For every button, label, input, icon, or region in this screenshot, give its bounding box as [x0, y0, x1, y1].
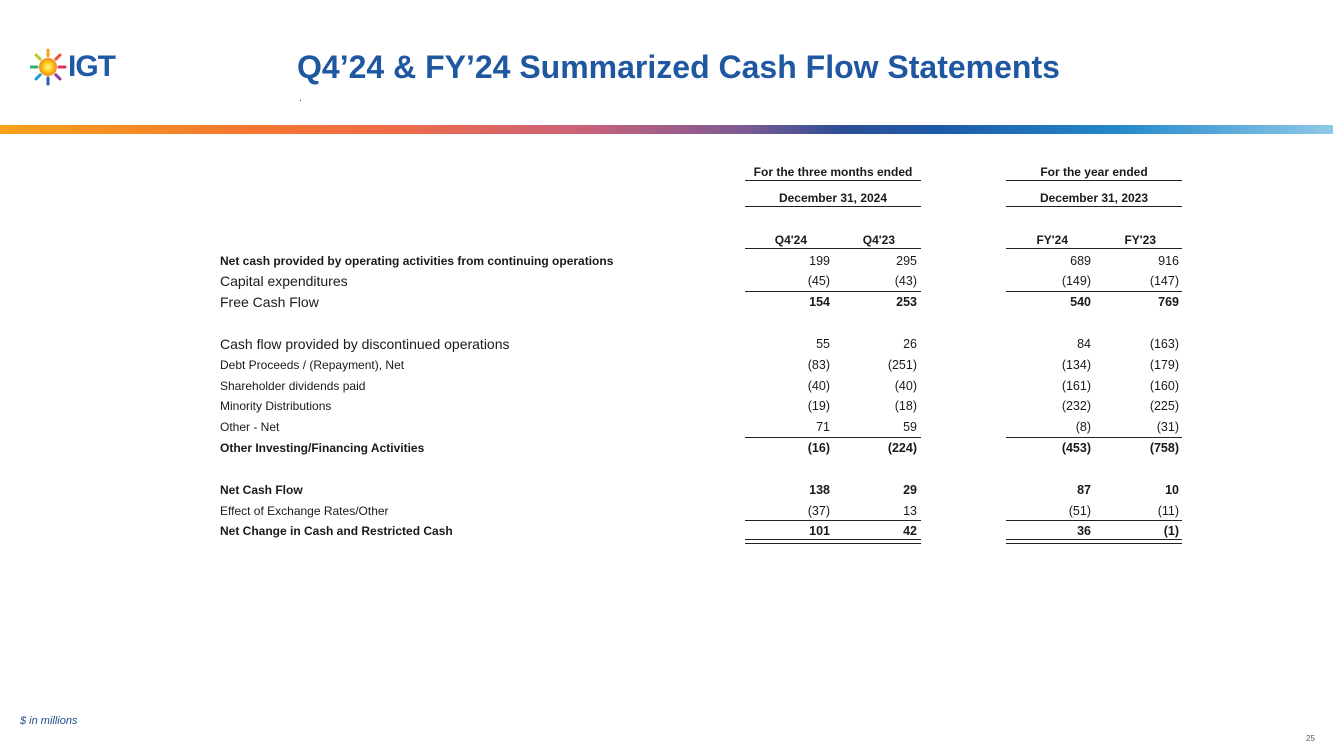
- cell-q4-23: 59: [903, 420, 917, 434]
- col-header-rule-1: [745, 248, 921, 249]
- cell-fy-24: 540: [1070, 295, 1091, 309]
- row-label: Other Investing/Financing Activities: [220, 441, 425, 455]
- cell-fy-23: (163): [1149, 337, 1179, 351]
- page-number: 25: [1306, 734, 1315, 743]
- group1-rule-2: [745, 206, 921, 207]
- cell-fy-23: (160): [1149, 379, 1179, 393]
- cell-fy-24: 84: [1077, 337, 1091, 351]
- row-label: Capital expenditures: [220, 273, 348, 289]
- stray-dot: [300, 100, 301, 101]
- row-label: Shareholder dividends paid: [220, 379, 366, 393]
- table-row: [0, 501, 1333, 521]
- row-label: Free Cash Flow: [220, 294, 319, 310]
- logo-wordmark: IGT: [68, 50, 115, 83]
- cell-q4-23: 29: [903, 483, 917, 497]
- cell-fy-23: (11): [1157, 504, 1179, 518]
- cell-q4-23: (251): [887, 358, 917, 372]
- row-label: Debt Proceeds / (Repayment), Net: [220, 358, 405, 372]
- cell-fy-23: (225): [1149, 399, 1179, 413]
- table-row: [0, 376, 1333, 396]
- cell-q4-23: (40): [894, 379, 917, 393]
- row-label: Net Change in Cash and Restricted Cash: [220, 524, 453, 538]
- gradient-band: [0, 125, 1333, 134]
- cell-fy-24: (149): [1061, 274, 1091, 288]
- cell-fy-24: (232): [1061, 399, 1091, 413]
- table-row: [0, 521, 1333, 541]
- cell-fy-24: (51): [1068, 504, 1091, 518]
- cell-q4-24: (45): [807, 274, 830, 288]
- cell-q4-24: 138: [809, 483, 830, 497]
- row-label: Effect of Exchange Rates/Other: [220, 504, 389, 518]
- cell-fy-23: 10: [1165, 483, 1179, 497]
- units-footnote: $ in millions: [20, 715, 78, 727]
- table-row: [0, 396, 1333, 416]
- cell-fy-24: (453): [1061, 441, 1091, 455]
- group2-header-line1: For the year ended: [1040, 165, 1148, 179]
- cell-fy-23: (1): [1163, 524, 1179, 538]
- cell-q4-23: 295: [896, 254, 917, 268]
- cell-q4-23: 42: [903, 524, 917, 538]
- table-row: [0, 334, 1333, 354]
- table-row: [0, 417, 1333, 437]
- col-header-q4-23: Q4'23: [862, 233, 895, 247]
- table-row: [0, 271, 1333, 291]
- cell-q4-24: 199: [809, 254, 830, 268]
- cell-q4-23: (18): [894, 399, 917, 413]
- cell-q4-24: (83): [807, 358, 830, 372]
- group1-header-line2: December 31, 2024: [778, 191, 888, 205]
- cell-fy-24: (134): [1061, 358, 1091, 372]
- cell-fy-23: (147): [1149, 274, 1179, 288]
- col-header-q4-24: Q4'24: [774, 233, 807, 247]
- page-title: Q4’24 & FY’24 Summarized Cash Flow Statements: [297, 49, 1060, 85]
- col-header-rule-2: [1006, 248, 1182, 249]
- cell-fy-23: (179): [1149, 358, 1179, 372]
- cell-q4-24: (16): [807, 441, 830, 455]
- col-header-fy-24: FY'24: [1036, 233, 1068, 247]
- group1-header-line1: For the three months ended: [753, 165, 913, 179]
- cell-fy-24: 87: [1077, 483, 1091, 497]
- table-row: [0, 355, 1333, 375]
- row-label: Other - Net: [220, 420, 280, 434]
- group2-rule-1: [1006, 180, 1182, 181]
- cell-q4-24: (19): [807, 399, 830, 413]
- cell-q4-24: (40): [807, 379, 830, 393]
- cell-fy-23: 916: [1158, 254, 1179, 268]
- cell-q4-24: 71: [816, 420, 830, 434]
- cell-q4-24: 101: [809, 524, 830, 538]
- cell-fy-24: (8): [1075, 420, 1091, 434]
- cell-q4-23: 13: [903, 504, 917, 518]
- cell-q4-24: 55: [816, 337, 830, 351]
- cell-q4-23: (224): [887, 441, 917, 455]
- col-header-fy-23: FY'23: [1124, 233, 1156, 247]
- row-label: Minority Distributions: [220, 399, 332, 413]
- group2-rule-2: [1006, 206, 1182, 207]
- table-row: [0, 438, 1333, 458]
- total-double-rule: [745, 539, 921, 544]
- row-label: Net cash provided by operating activities from continuing operations: [220, 254, 614, 268]
- group1-rule-1: [745, 180, 921, 181]
- table-row: [0, 480, 1333, 500]
- cell-fy-23: (758): [1149, 441, 1179, 455]
- cell-fy-23: (31): [1156, 420, 1179, 434]
- total-double-rule: [1006, 539, 1182, 544]
- cell-fy-23: 769: [1158, 295, 1179, 309]
- cell-q4-23: 253: [896, 295, 917, 309]
- table-row: [0, 251, 1333, 271]
- cell-q4-24: (37): [807, 504, 830, 518]
- cell-fy-24: (161): [1061, 379, 1091, 393]
- row-label: Cash flow provided by discontinued operations: [220, 336, 510, 352]
- row-label: Net Cash Flow: [220, 483, 303, 497]
- cell-fy-24: 36: [1077, 524, 1091, 538]
- cell-q4-23: (43): [894, 274, 917, 288]
- group2-header-line2: December 31, 2023: [1039, 191, 1149, 205]
- cell-q4-24: 154: [809, 295, 830, 309]
- cell-fy-24: 689: [1070, 254, 1091, 268]
- cell-q4-23: 26: [903, 337, 917, 351]
- table-row: [0, 292, 1333, 312]
